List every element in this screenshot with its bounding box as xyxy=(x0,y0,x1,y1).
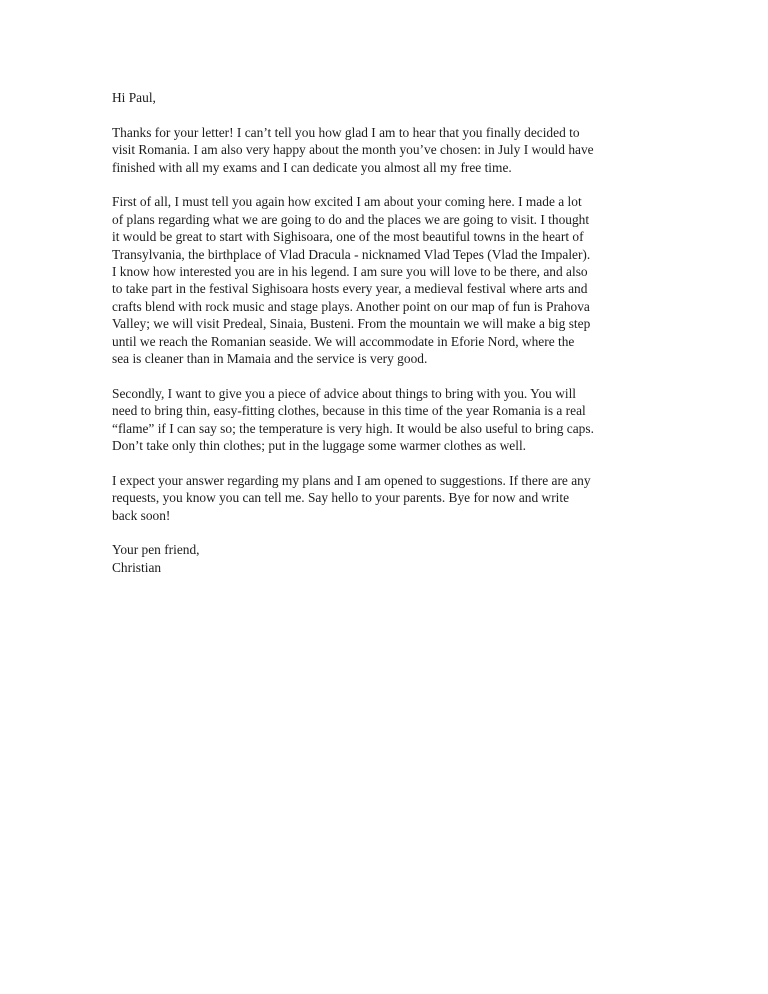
paragraph-plans xyxy=(112,193,672,367)
text-line: back soon! xyxy=(112,507,171,523)
text-line: I know how interested you are in his legend. I am sure you will love to be there, and also xyxy=(112,264,588,280)
text-line: need to bring thin, easy-fitting clothes, because in this time of the year Romania is a real xyxy=(112,403,586,419)
text-line: “flame” if I can say so; the temperature is very high. It would be also useful to bring caps. xyxy=(112,420,594,436)
greeting: Hi Paul, xyxy=(112,90,156,105)
text-line: it would be great to start with Sighisoara, one of the most beautiful towns in the heart of xyxy=(112,229,584,245)
text-line: to take part in the festival Sighisoara hosts every year, a medieval festival where arts and xyxy=(112,281,588,297)
text-line: Don’t take only thin clothes; put in the luggage some warmer clothes as well. xyxy=(112,438,527,454)
text-line: First of all, I must tell you again how excited I am about your coming here. I made a lot xyxy=(112,194,582,210)
sign-off xyxy=(112,541,672,576)
text-line: sea is cleaner than in Mamaia and the service is very good. xyxy=(112,351,428,367)
text-line: visit Romania. I am also very happy about the month you’ve chosen: in July I would have xyxy=(112,142,594,158)
text-line: requests, you know you can tell me. Say hello to your parents. Bye for now and write xyxy=(112,490,570,506)
letter-body xyxy=(112,89,672,576)
text-line: of plans regarding what we are going to do and the places we are going to visit. I thought xyxy=(112,211,590,227)
paragraph-closing-request xyxy=(112,472,672,524)
closing: Your pen friend, xyxy=(112,542,200,558)
text-line: Thanks for your letter! I can’t tell you how glad I am to hear that you finally decided to xyxy=(112,124,580,140)
text-line: I expect your answer regarding my plans and I am opened to suggestions. If there are any xyxy=(112,472,591,488)
text-line: crafts blend with rock music and stage plays. Another point on our map of fun is Prahova xyxy=(112,298,590,314)
text-line: finished with all my exams and I can dedicate you almost all my free time. xyxy=(112,159,512,175)
greeting-paragraph xyxy=(112,89,672,106)
text-line: Secondly, I want to give you a piece of advice about things to bring with you. You will xyxy=(112,385,577,401)
signature: Christian xyxy=(112,559,162,575)
paragraph-thanks xyxy=(112,124,672,176)
text-line: Transylvania, the birthplace of Vlad Dracula - nicknamed Vlad Tepes (Vlad the Impaler). xyxy=(112,246,591,262)
text-line: Valley; we will visit Predeal, Sinaia, Busteni. From the mountain we will make a big step xyxy=(112,316,591,332)
paragraph-advice xyxy=(112,385,672,455)
text-line: until we reach the Romanian seaside. We will accommodate in Eforie Nord, where the xyxy=(112,333,575,349)
